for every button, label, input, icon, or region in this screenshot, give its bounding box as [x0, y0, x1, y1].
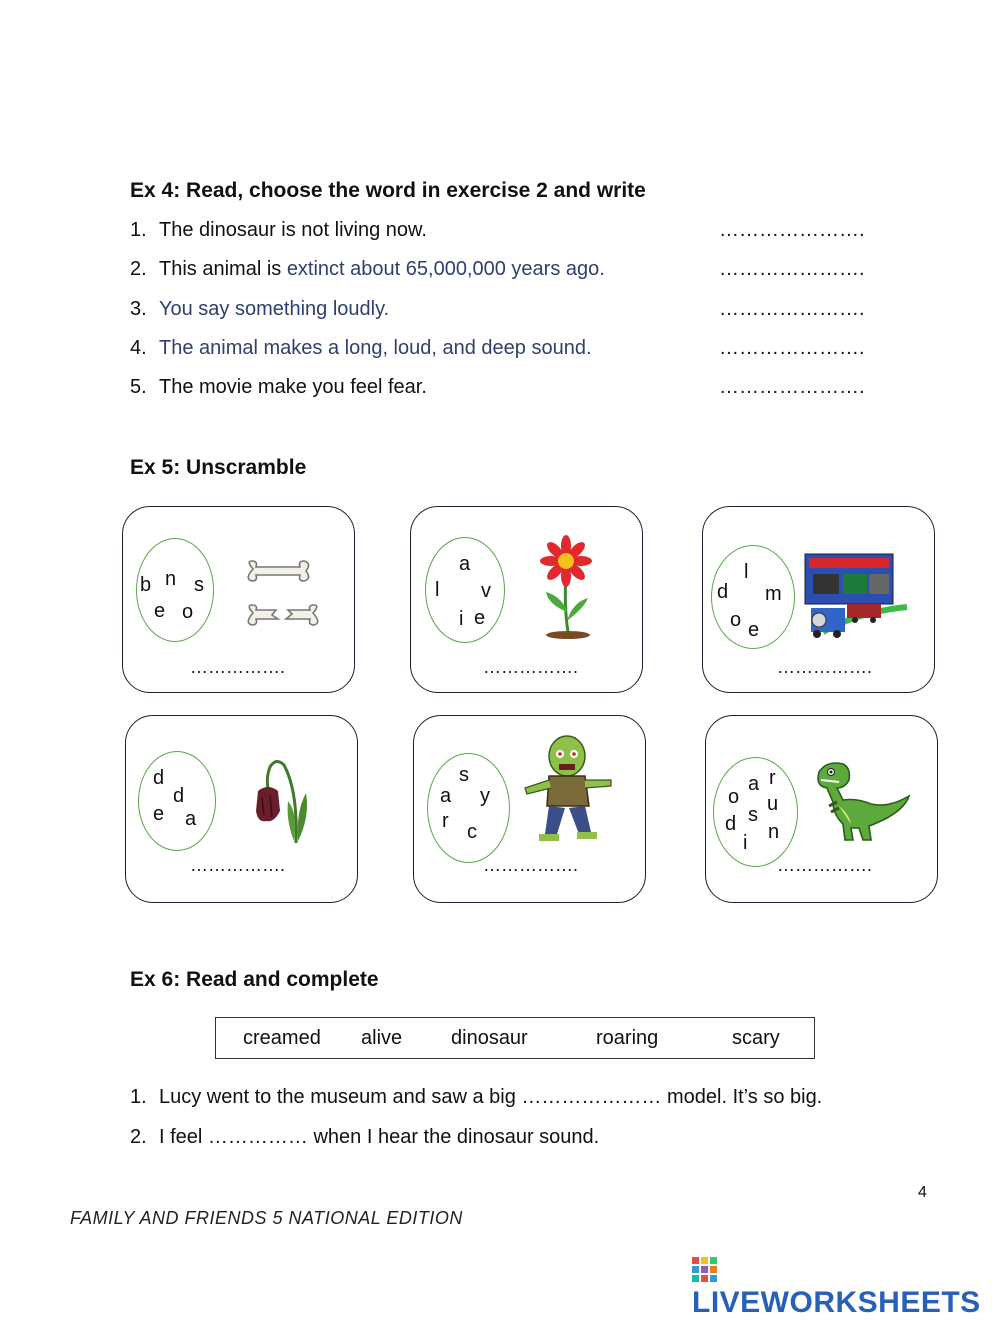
- item-number: 4.: [130, 337, 147, 359]
- scrambled-letter: d: [153, 767, 165, 789]
- scrambled-letter: d: [717, 581, 729, 603]
- ex4-heading: Ex 4: Read, choose the word in exercise 2 and write: [130, 179, 646, 202]
- scrambled-letter: e: [154, 600, 166, 622]
- page-number: 4: [918, 1184, 927, 1201]
- scrambled-letter: l: [435, 579, 440, 601]
- scrambled-letter: y: [480, 785, 490, 807]
- scrambled-letter: e: [748, 619, 760, 641]
- scrambled-letter: i: [743, 832, 748, 854]
- scrambled-letter: i: [459, 608, 464, 630]
- item-text-blue: extinct about 65,000,000 years ago.: [286, 258, 605, 280]
- liveworksheets-logo[interactable]: [692, 1252, 1000, 1320]
- answer-blank[interactable]: …………….: [190, 855, 286, 875]
- scrambled-letter: o: [730, 609, 742, 631]
- scrambled-letter: r: [769, 767, 776, 789]
- answer-blank[interactable]: …………….: [777, 657, 873, 677]
- answer-blank[interactable]: …………….: [483, 657, 579, 677]
- ex4-item: [130, 258, 890, 284]
- item-number: 3.: [130, 298, 147, 320]
- ex4-item: [130, 337, 890, 363]
- scrambled-letter: a: [459, 553, 471, 575]
- scrambled-letter: e: [153, 803, 165, 825]
- word-bank: [215, 1017, 815, 1059]
- toy-train-picture: [803, 552, 911, 652]
- answer-blank[interactable]: ………………….: [719, 298, 865, 320]
- word-bank-item: dinosaur: [451, 1027, 528, 1049]
- answer-blank[interactable]: …………….: [777, 855, 873, 875]
- item-text: [159, 258, 605, 281]
- item-text: The dinosaur is not living now.: [159, 219, 427, 241]
- item-text: The animal makes a long, loud, and deep sound.: [159, 337, 592, 359]
- sentence-text[interactable]: Lucy went to the museum and saw a big ………………… model. It’s so big.: [159, 1086, 823, 1108]
- liveworksheets-wordmark: LIVEWORKSHEETS: [692, 1286, 981, 1319]
- scrambled-letter: s: [194, 574, 204, 596]
- word-bank-item: creamed: [243, 1027, 321, 1049]
- ex4-item: [130, 298, 890, 324]
- liveworksheets-icon: [692, 1257, 718, 1283]
- answer-blank[interactable]: ………………….: [719, 376, 865, 398]
- scrambled-letter: m: [765, 583, 782, 605]
- unscramble-card: [702, 506, 935, 693]
- unscramble-card: [122, 506, 355, 693]
- scrambled-letter: n: [165, 568, 177, 590]
- ex4-item: [130, 219, 890, 245]
- item-number: 2.: [130, 258, 147, 280]
- ex5-heading: Ex 5: Unscramble: [130, 456, 307, 479]
- word-bank-item: alive: [361, 1027, 403, 1049]
- ex6-sentence: [130, 1126, 930, 1152]
- bones-picture: [238, 557, 328, 632]
- answer-blank[interactable]: ………………….: [719, 337, 865, 359]
- scrambled-letter: e: [474, 607, 486, 629]
- ex6-sentence: [130, 1086, 930, 1112]
- ex6-heading: Ex 6: Read and complete: [130, 968, 379, 991]
- scrambled-letter: r: [442, 810, 449, 832]
- unscramble-card: [125, 715, 358, 903]
- ex4-item: [130, 376, 890, 402]
- item-number: 5.: [130, 376, 147, 398]
- item-text: The movie make you feel fear.: [159, 376, 427, 398]
- scrambled-letter: d: [725, 813, 737, 835]
- answer-blank[interactable]: …………….: [483, 855, 579, 875]
- unscramble-card: [410, 506, 643, 693]
- unscramble-card: [705, 715, 938, 903]
- scrambled-letter: s: [748, 804, 758, 826]
- scrambled-letter: n: [768, 821, 780, 843]
- word-bank-item: scary: [732, 1027, 780, 1049]
- answer-blank[interactable]: …………….: [190, 657, 286, 677]
- scrambled-letter: a: [440, 785, 452, 807]
- scrambled-letter: s: [459, 764, 469, 786]
- scrambled-letter: o: [182, 601, 194, 623]
- scrambled-letter: a: [185, 808, 197, 830]
- dinosaur-picture: [809, 758, 914, 846]
- zombie-picture: [519, 734, 619, 846]
- scrambled-letter: d: [173, 785, 185, 807]
- item-text-black: This animal is: [159, 258, 287, 280]
- answer-blank[interactable]: ………………….: [719, 258, 865, 280]
- sentence-text[interactable]: I feel …………… when I hear the dinosaur sound.: [159, 1126, 600, 1148]
- scrambled-letter: a: [748, 773, 760, 795]
- flower-picture: [536, 532, 596, 642]
- scrambled-letter: b: [140, 574, 152, 596]
- sentence-number: 1.: [130, 1086, 147, 1108]
- footer-title: FAMILY AND FRIENDS 5 NATIONAL EDITION: [70, 1208, 463, 1228]
- answer-blank[interactable]: ………………….: [719, 219, 865, 241]
- wilted-flower-picture: [246, 751, 316, 846]
- scrambled-letter: v: [481, 580, 491, 602]
- scrambled-letter: u: [767, 793, 779, 815]
- scrambled-letter: l: [744, 561, 749, 583]
- scrambled-letter: c: [467, 821, 477, 843]
- unscramble-card: [413, 715, 646, 903]
- sentence-number: 2.: [130, 1126, 147, 1148]
- scrambled-letter: o: [728, 786, 740, 808]
- item-number: 1.: [130, 219, 147, 241]
- item-text: You say something loudly.: [159, 298, 390, 320]
- word-bank-item: roaring: [596, 1027, 659, 1049]
